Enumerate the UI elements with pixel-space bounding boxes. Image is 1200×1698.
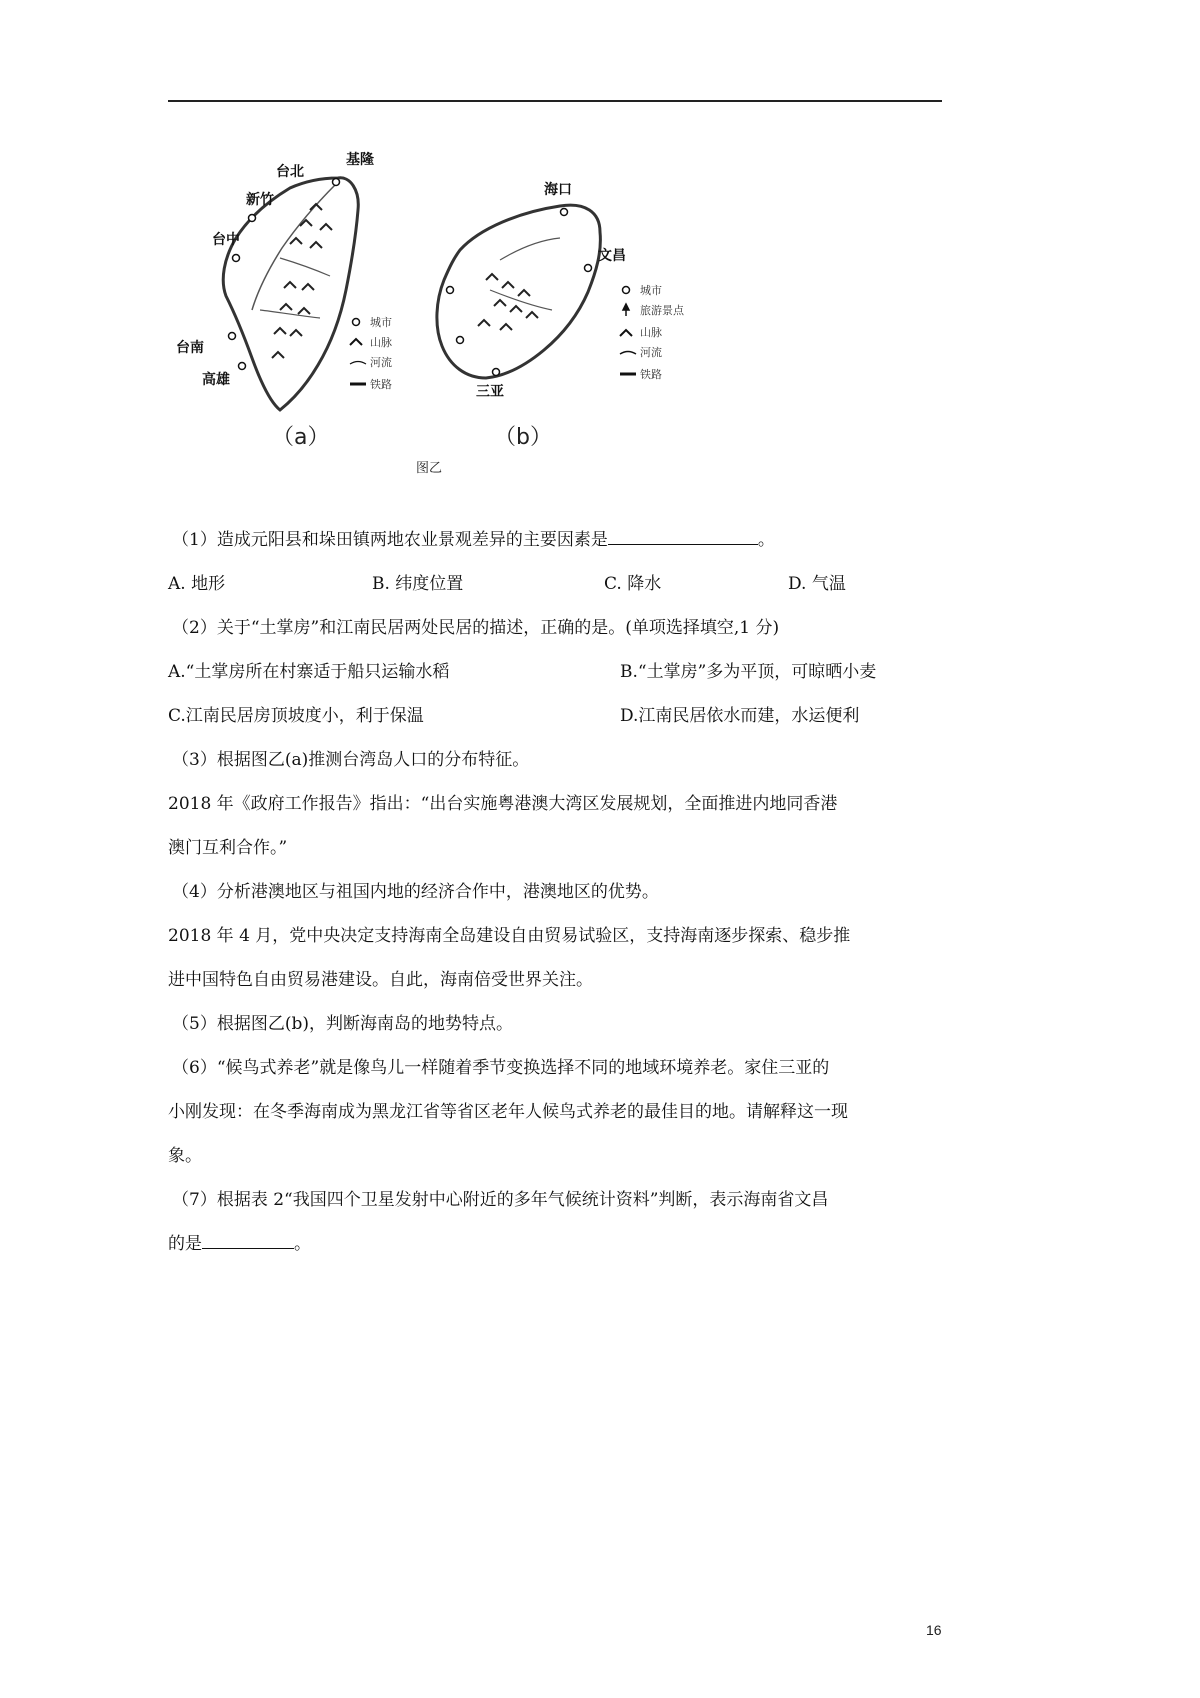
- option-2d: D.江南民居依水而建，水运便利: [620, 706, 860, 726]
- city-label-gaoxiong: 高雄: [202, 372, 230, 388]
- city-label-wenchang: 文昌: [598, 248, 626, 264]
- map-illustration: [160, 140, 740, 485]
- question-7-text: 的是: [168, 1234, 202, 1254]
- legend-b-mountain: 山脉: [640, 326, 662, 339]
- option-1a: A. 地形: [168, 574, 226, 594]
- paragraph-1-line-1: 2018 年《政府工作报告》指出：“出台实施粤港澳大湾区发展规划，全面推进内地同香港: [168, 794, 838, 814]
- question-1-tail: 。: [757, 530, 775, 550]
- paragraph-1-line-2: 澳门互利合作。”: [168, 838, 288, 858]
- figure-map: [160, 140, 740, 485]
- city-label-taibei: 台北: [276, 164, 304, 180]
- legend-b-scenic: 旅游景点: [640, 304, 684, 317]
- legend-a-railway: 铁路: [370, 378, 392, 391]
- map-b-sublabel: （b）: [494, 425, 552, 450]
- question-6-line-3: 象。: [168, 1146, 202, 1166]
- option-2c: C.江南民居房顶坡度小，利于保温: [168, 706, 424, 726]
- question-2-options-row1: [168, 650, 943, 694]
- question-1-text: （1）造成元阳县和垛田镇两地农业景观差异的主要因素是: [172, 530, 608, 550]
- option-1d: D. 气温: [788, 574, 846, 594]
- answer-blank-7[interactable]: [202, 1226, 294, 1249]
- city-label-jilong: 基隆: [346, 152, 374, 168]
- legend-a-river: 河流: [370, 356, 392, 369]
- paragraph-2-line-1: 2018 年 4 月，党中央决定支持海南全岛建设自由贸易试验区，支持海南逐步探索、稳步推: [168, 926, 851, 946]
- question-1: [168, 518, 943, 562]
- option-1c: C. 降水: [604, 574, 662, 594]
- city-label-xinzhu: 新竹: [246, 192, 274, 208]
- question-7-tail: 。: [294, 1234, 311, 1254]
- city-label-sanya: 三亚: [476, 384, 504, 400]
- legend-a-city: 城市: [370, 316, 392, 329]
- question-6-line-1: （6）“候鸟式养老”就是像鸟儿一样随着季节变换选择不同的地域环境养老。家住三亚的: [172, 1058, 830, 1078]
- legend-b-railway: 铁路: [640, 368, 662, 381]
- taiwan-map: [176, 151, 392, 450]
- question-7-line-2: [168, 1222, 943, 1266]
- header-rule: [168, 100, 942, 102]
- option-2a: A.“土掌房所在村寨适于船只运输水稻: [168, 662, 450, 682]
- city-label-haikou: 海口: [544, 182, 572, 198]
- question-1-options: [168, 562, 943, 606]
- legend-a-mountain: 山脉: [370, 336, 392, 349]
- page-number: 16: [926, 1622, 942, 1638]
- question-3: （3）根据图乙(a)推测台湾岛人口的分布特征。: [172, 750, 530, 770]
- question-6-line-2: 小刚发现：在冬季海南成为黑龙江省等省区老年人候鸟式养老的最佳目的地。请解释这一现: [168, 1102, 848, 1122]
- city-label-taizhong: 台中: [212, 232, 240, 248]
- question-5: （5）根据图乙(b)，判断海南岛的地势特点。: [172, 1014, 513, 1034]
- figure-caption: 图乙: [416, 461, 443, 476]
- option-1b: B. 纬度位置: [372, 574, 464, 594]
- question-2-options-row2: [168, 694, 943, 738]
- question-7-line-1: （7）根据表 2“我国四个卫星发射中心附近的多年气候统计资料”判断，表示海南省文昌: [172, 1190, 829, 1210]
- city-label-tainan: 台南: [176, 340, 204, 356]
- option-2b: B.“土掌房”多为平顶，可晾晒小麦: [620, 662, 877, 682]
- question-4: （4）分析港澳地区与祖国内地的经济合作中，港澳地区的优势。: [172, 882, 659, 902]
- map-a-sublabel: （a）: [272, 425, 330, 450]
- question-2: （2）关于“土掌房”和江南民居两处民居的描述，正确的是。(单项选择填空,1 分): [172, 618, 780, 638]
- hainan-map: [437, 181, 685, 450]
- paragraph-2-line-2: 进中国特色自由贸易港建设。自此，海南倍受世界关注。: [168, 970, 593, 990]
- legend-b-city: 城市: [640, 284, 662, 297]
- answer-blank-1[interactable]: [608, 522, 758, 545]
- question-content: [168, 518, 943, 1266]
- legend-b-river: 河流: [640, 346, 662, 359]
